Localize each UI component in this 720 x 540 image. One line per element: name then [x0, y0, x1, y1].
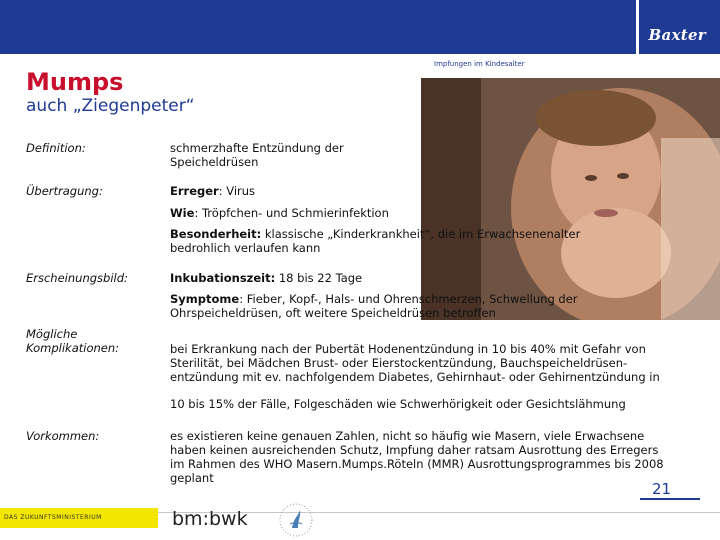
wie-line: [170, 206, 389, 220]
section-tag: Impfungen im Kindesalter: [434, 60, 525, 68]
page-title: Mumps: [26, 68, 124, 96]
komplikationen-label: [26, 327, 119, 355]
komplikationen-text-2: 10 bis 15% der Fälle, Folgeschäden wie Schwerhörigkeit oder Gesichtslähmung: [170, 397, 626, 411]
page-number-underline: [640, 498, 700, 500]
komplikationen-label-line2: Komplikationen:: [26, 341, 120, 355]
bmbwk-logo: bm:bwk: [172, 508, 248, 530]
besonderheit-label: Besonderheit:: [170, 227, 262, 241]
wie-text: : Tröpfchen- und Schmierinfektion: [194, 206, 389, 220]
komplikationen-label-line1: Mögliche: [26, 327, 78, 341]
vorkommen-label: Vorkommen:: [26, 429, 100, 443]
page-subtitle: auch „Ziegenpeter“: [26, 96, 195, 116]
symptome-label: Symptome: [170, 292, 240, 306]
besonderheit-line: [170, 227, 610, 255]
komplikationen-text: bei Erkrankung nach der Pubertät Hodenentzündung in 10 bis 40% mit Gefahr von Sterilität, bei Mädchen Brust- oder Eierstockentzündung, Bauchspeicheldrüsen-entzündung mit ev. nachfolgendem Diabetes, Gehirnhaut- oder Gehirnentzündung in: [170, 342, 660, 384]
seal-icon: [268, 502, 324, 538]
besonderheit-text: klassische „Kinderkrankheit“, die im Erwachsenenalter bedrohlich verlaufen kann: [170, 227, 581, 255]
inkubation-label: Inkubationszeit:: [170, 271, 276, 285]
erreger-text: : Virus: [218, 184, 256, 198]
child-photo: [421, 78, 720, 320]
uebertragung-label: Übertragung:: [26, 184, 103, 198]
erreger-line: [170, 184, 255, 198]
vorkommen-text: es existieren keine genauen Zahlen, nicht so häufig wie Masern, viele Erwachsene haben keinen ausreichenden Schutz, Impfung daher ratsam Ausrottung des Erregers im Rahmen des WHO Masern.Mumps.Röteln (MMR) Ausrottungsprogrammes bis 2008 geplant: [170, 429, 664, 485]
wie-label: Wie: [170, 206, 195, 220]
symptome-line: [170, 292, 620, 320]
definition-label: Definition:: [26, 141, 86, 155]
baxter-logo: Baxter: [648, 26, 706, 44]
inkubation-text: 18 bis 22 Tage: [275, 271, 363, 285]
erreger-label: Erreger: [170, 184, 219, 198]
page-number: 21: [652, 480, 672, 498]
ministry-logo-text: DAS ZUKUNFTSMINISTERIUM: [4, 514, 102, 521]
header-bar: [0, 0, 636, 54]
inkubation-line: [170, 271, 362, 285]
definition-text: schmerzhafte Entzündung der Speicheldrüsen: [170, 141, 344, 169]
erscheinungsbild-label: Erscheinungsbild:: [26, 271, 128, 285]
symptome-text: : Fieber, Kopf-, Hals- und Ohrenschmerzen, Schwellung der Ohrspeicheldrüsen, oft weitere Speicheldrüsen betroffen: [170, 292, 578, 320]
child-photo-illustration: [421, 78, 720, 320]
